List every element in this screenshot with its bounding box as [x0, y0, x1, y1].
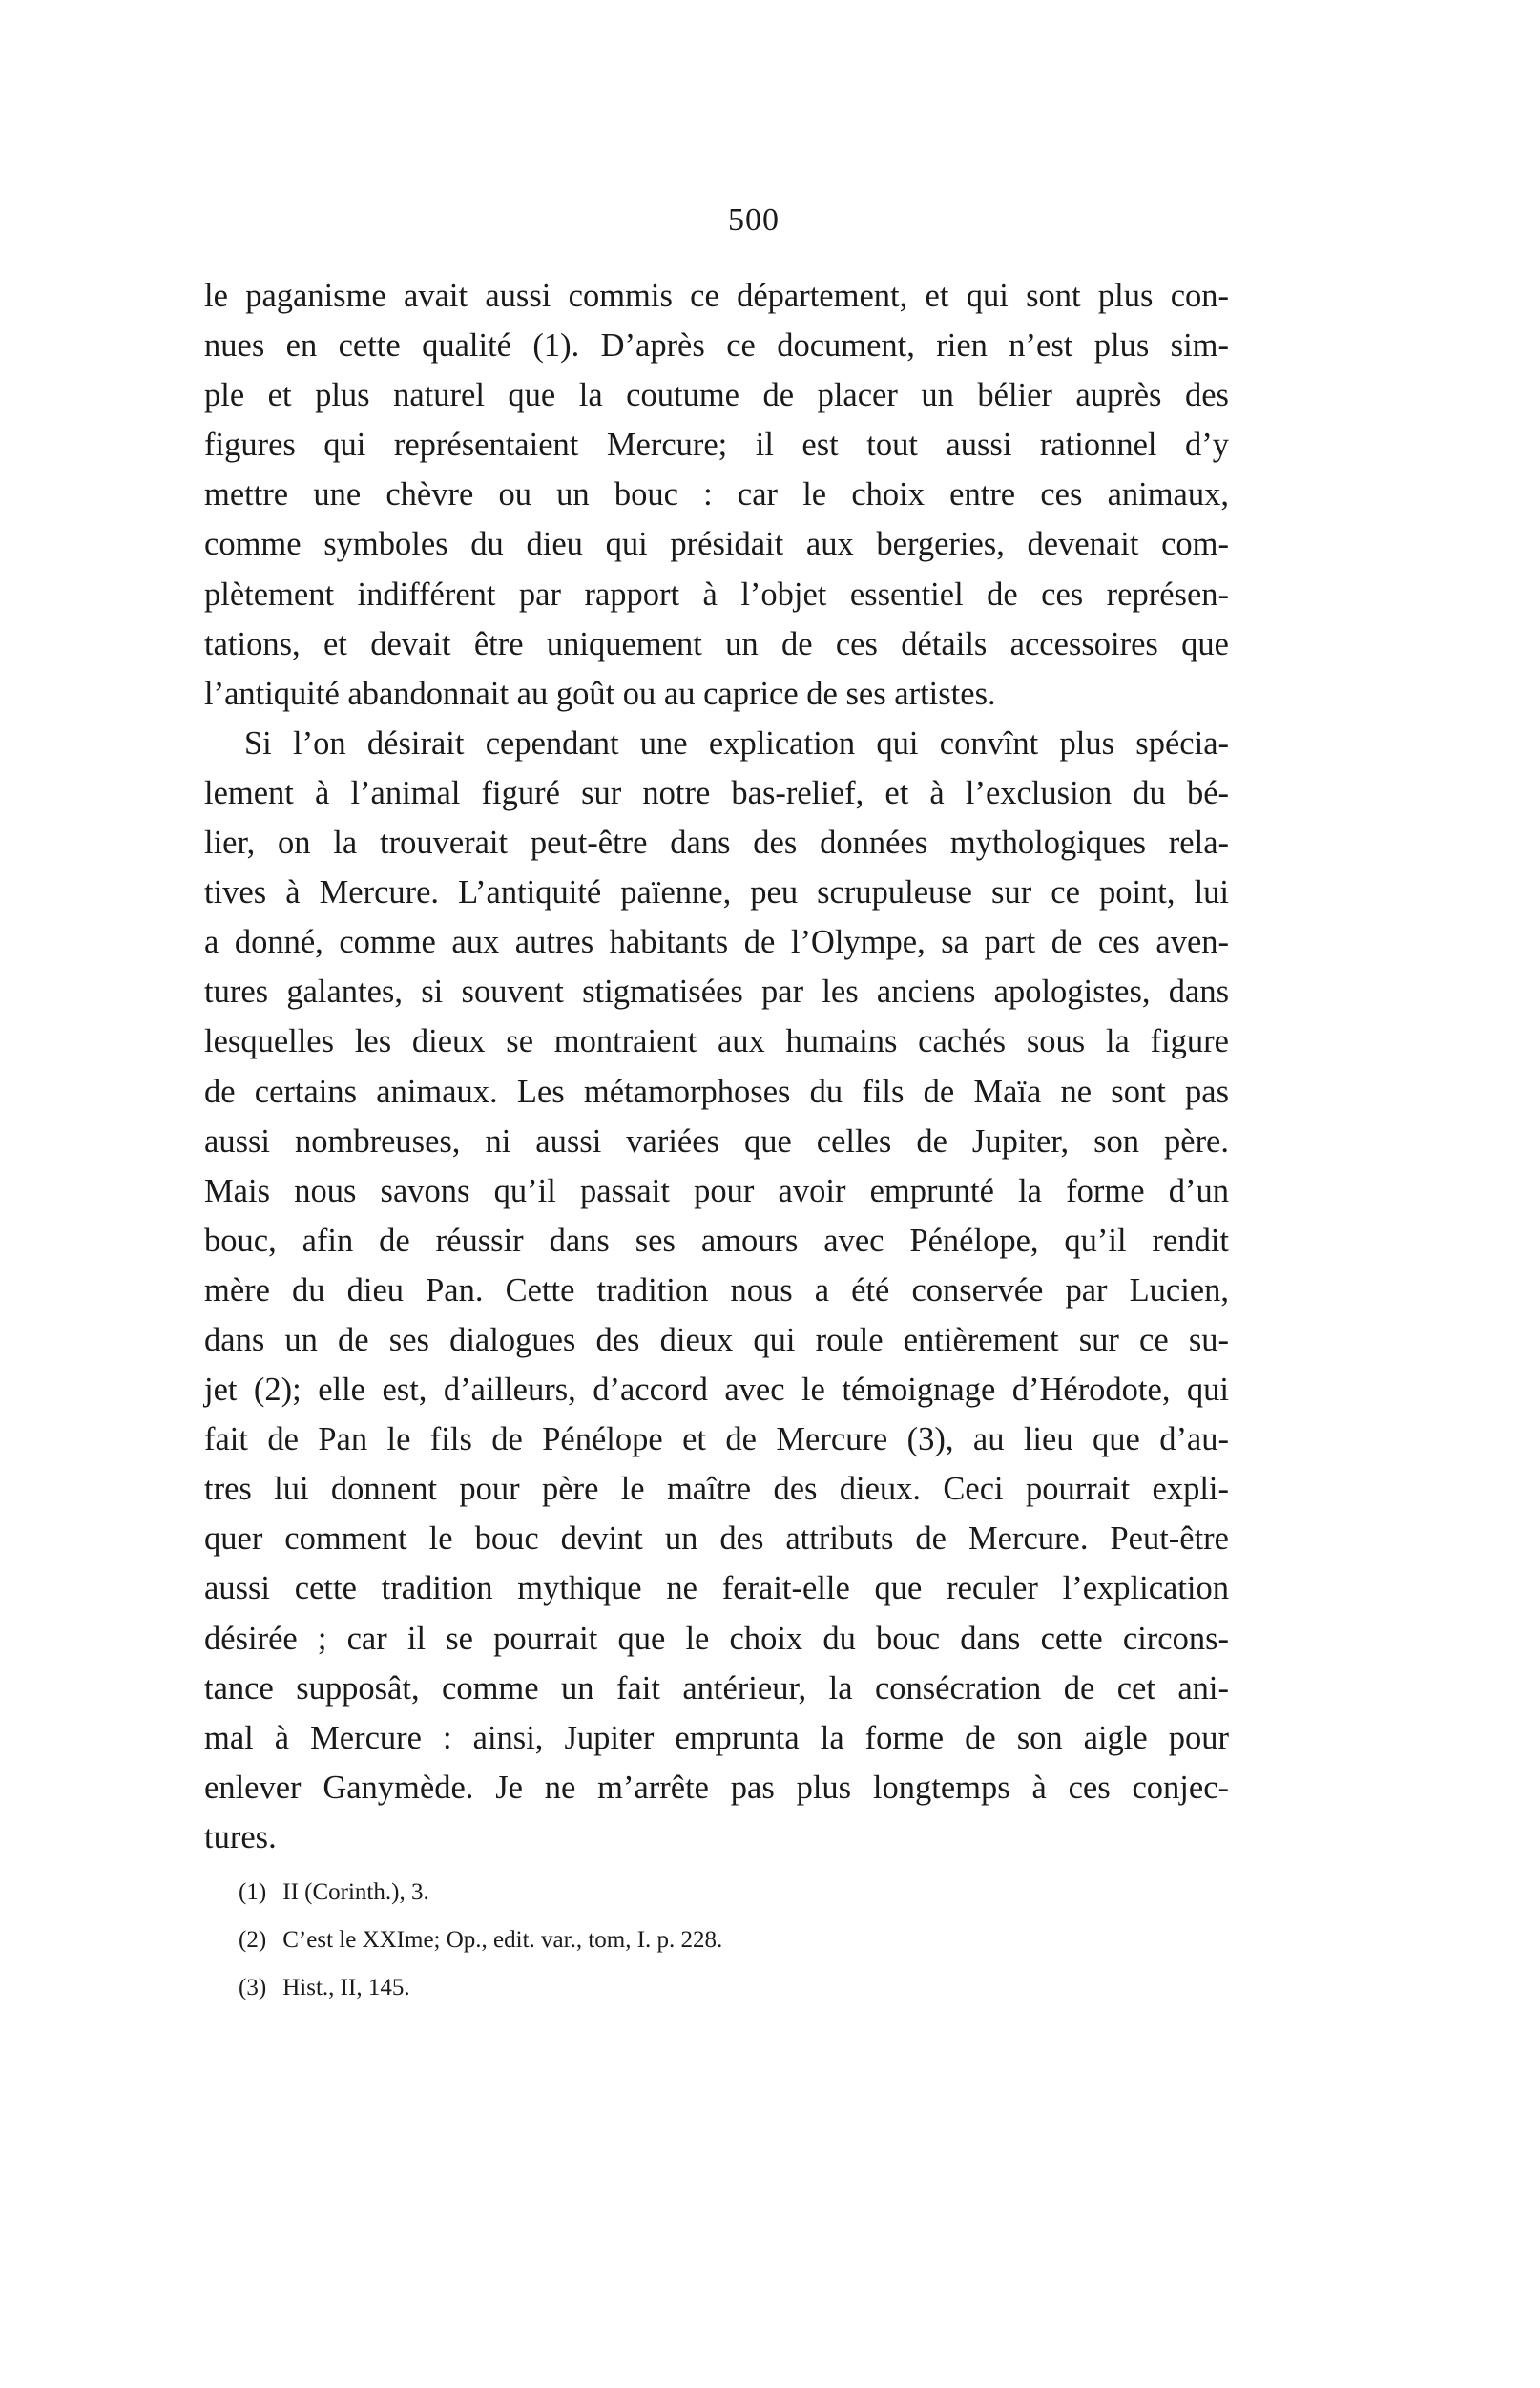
text-line: enlever Ganymède. Je ne m’arrête pas plus longtemps à ces conjec- — [204, 1769, 1229, 1806]
text-line: tres lui donnent pour père le maître des dieux. Ceci pourrait expli- — [204, 1471, 1229, 1508]
text-line: tures. — [204, 1818, 277, 1855]
text-line: aussi cette tradition mythique ne ferait-elle que reculer l’explication — [204, 1570, 1229, 1607]
footnote-2 — [239, 1917, 1097, 1964]
text-line: a donné, comme aux autres habitants de l’Olympe, sa part de ces aven- — [204, 924, 1229, 961]
footnote-text: C’est le XXIme; Op., edit. var., tom, I. p. 228. — [282, 1927, 723, 1953]
text-line: désirée ; car il se pourrait que le choix du bouc dans cette circons- — [204, 1620, 1229, 1657]
text-line: jet (2); elle est, d’ailleurs, d’accord avec le témoignage d’Hérodote, qui — [204, 1372, 1229, 1409]
text-line: comme symboles du dieu qui présidait aux bergeries, devenait com- — [204, 526, 1229, 563]
text-line: quer comment le bouc devint un des attributs de Mercure. Peut-être — [204, 1520, 1229, 1558]
footnote-text: Hist., II, 145. — [282, 1975, 410, 2000]
text-line: mal à Mercure : ainsi, Jupiter emprunta la forme de son aigle pour — [204, 1719, 1229, 1756]
text-line: fait de Pan le fils de Pénélope et de Mercure (3), au lieu que d’au- — [204, 1421, 1229, 1458]
text-line: de certains animaux. Les métamorphoses du fils de Maïa ne sont pas — [204, 1073, 1229, 1110]
text-line: lier, on la trouverait peut-être dans des données mythologiques rela- — [204, 825, 1229, 862]
text-line: Mais nous savons qu’il passait pour avoir emprunté la forme d’un — [204, 1172, 1229, 1209]
footnote-3 — [239, 1964, 1097, 2012]
text-line: nues en cette qualité (1). D’après ce document, rien n’est plus sim- — [204, 327, 1229, 365]
text-line: tives à Mercure. L’antiquité païenne, peu scrupuleuse sur ce point, lui — [204, 874, 1229, 911]
text-line: tures galantes, si souvent stigmatisées par les anciens apologistes, dans — [204, 974, 1229, 1011]
footnote-number: (1) — [239, 1879, 267, 1905]
text-line: tations, et devait être uniquement un de ces détails accessoires que — [204, 625, 1229, 662]
text-line: bouc, afin de réussir dans ses amours avec Pénélope, qu’il rendit — [204, 1222, 1229, 1259]
text-line: lesquelles les dieux se montraient aux humains cachés sous la figure — [204, 1023, 1229, 1060]
text-line: ple et plus naturel que la coutume de placer un bélier auprès des — [204, 377, 1229, 414]
text-line: Si l’on désirait cependant une explication qui convînt plus spécia- — [244, 724, 1229, 762]
paragraph-1 — [204, 271, 1229, 719]
text-line: tance supposât, comme un fait antérieur, la consécration de cet ani- — [204, 1669, 1229, 1707]
footnote-number: (2) — [239, 1927, 267, 1953]
footnote-1 — [239, 1869, 1097, 1917]
footnotes — [239, 1869, 1097, 2012]
footnote-text: II (Corinth.), 3. — [282, 1879, 429, 1905]
body-text — [204, 271, 1229, 1862]
paragraph-2 — [204, 719, 1229, 1862]
text-line: le paganisme avait aussi commis ce département, et qui sont plus con- — [204, 278, 1229, 314]
text-line: mettre une chèvre ou un bouc : car le choix entre ces animaux, — [204, 476, 1229, 513]
text-line: plètement indifférent par rapport à l’objet essentiel de ces représen- — [204, 576, 1229, 613]
text-line: l’antiquité abandonnait au goût ou au caprice de ses artistes. — [204, 675, 996, 712]
footnote-number: (3) — [239, 1975, 267, 2000]
text-line: lement à l’animal figuré sur notre bas-relief, et à l’exclusion du bé- — [204, 774, 1229, 811]
page-number: 500 — [728, 202, 780, 238]
text-line: dans un de ses dialogues des dieux qui roule entièrement sur ce su- — [204, 1321, 1229, 1358]
text-line: aussi nombreuses, ni aussi variées que celles de Jupiter, son père. — [204, 1122, 1229, 1160]
text-line: figures qui représentaient Mercure; il est tout aussi rationnel d’y — [204, 427, 1229, 464]
text-line: mère du dieu Pan. Cette tradition nous a été conservée par Lucien, — [204, 1271, 1229, 1309]
